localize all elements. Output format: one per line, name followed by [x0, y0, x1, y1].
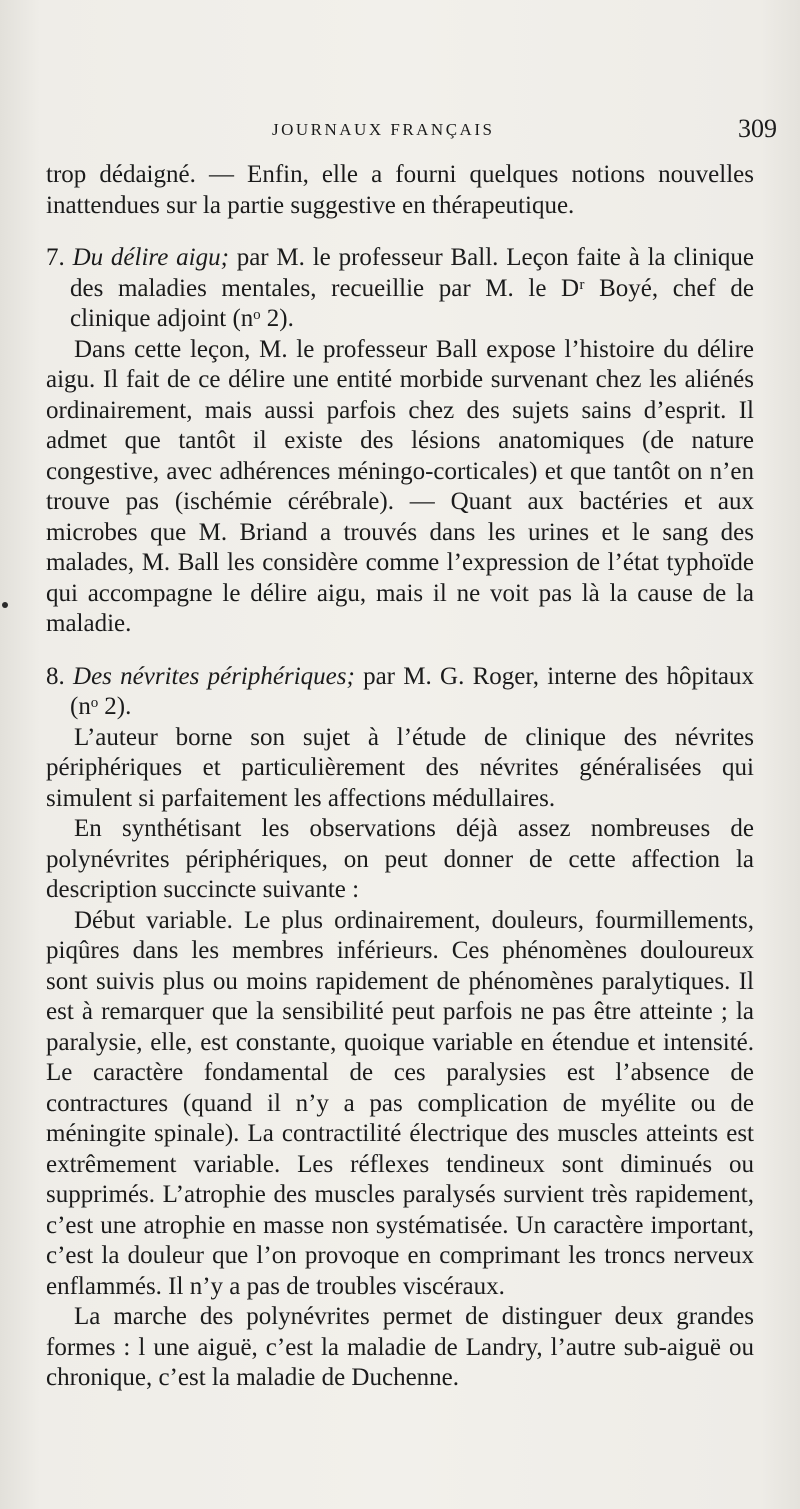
- paragraph: Dans cette leçon, M. le professeur Ball expose l’histoire du délire aigu. Il fait de ce délire une entité morbide survenant chez les aliénés ordinairement, mais aussi parfois chez des sujets sains d’esprit. Il admet que tantôt il existe des lésions anatomiques (de nature congestive, avec adhérences méningo-corticales) et que tantôt on n’en trouve pas (ischémie cérébrale). — Quant aux bactéries et aux microbes que M. Briand a trouvés dans les urines et le sang des malades, M. Ball les considère comme l’expression de l’état typhoïde qui accompagne le délire aigu, mais il ne voit pas là la cause de la maladie.: [46, 335, 754, 637]
- section-byline: par M. G. Roger, interne des hôpitaux (nᵒ 2).: [70, 662, 754, 720]
- paragraph: Début variable. Le plus ordinairement, douleurs, fourmillements, piqûres dans les membres inférieurs. Ces phénomènes douloureux sont suivis plus ou moins rapidement de phénomènes paralytiques. Il est à remarquer que la sensibilité peut parfois ne pas être atteinte ; la paralysie, elle, est constante, quoique variable en étendue et intensité. Le caractère fondamental de ces paralysies est l’absence de contractures (quand il n’y a pas complication de myélite ou de méningite spinale). La contractilité électrique des muscles atteints est extrêmement variable. Les réflexes tendineux sont diminués ou supprimés. L’atrophie des muscles paralysés survient très rapidement, c’est une atrophie en masse non systématisée. Un caractère important, c’est la douleur que l’on provoque en comprimant les troncs nerveux enflammés. Il n’y a pas de troubles viscéraux.: [46, 906, 754, 1300]
- page-header: [0, 112, 800, 152]
- section-heading-8: [46, 662, 754, 723]
- margin-dot: [2, 602, 8, 608]
- section-title: Des névrites périphériques;: [73, 662, 355, 690]
- section-number: 8.: [46, 662, 65, 690]
- text-body: [46, 160, 754, 1394]
- running-head: JOURNAUX FRANÇAIS: [272, 120, 495, 139]
- paragraph: La marche des polynévrites permet de distinguer deux grandes formes : l une aiguë, c’est la maladie de Landry, l’autre sub-aiguë ou chronique, c’est la maladie de Duchenne.: [46, 1303, 754, 1391]
- section-heading-7: [46, 243, 754, 335]
- paragraph-continuation: trop dédaigné. — Enfin, elle a fourni quelques notions nouvelles inattendues sur la partie suggestive en thérapeutique.: [46, 161, 754, 219]
- paragraph: L’auteur borne son sujet à l’étude de clinique des névrites périphériques et particulièrement des névrites généralisées qui simulent si parfaitement les affections médullaires.: [46, 723, 754, 812]
- section-title: Du délire aigu;: [72, 244, 229, 271]
- page-number: 309: [738, 114, 777, 143]
- section-byline: par M. le professeur Ball. Leçon faite à la clinique des maladies mentales, recueillie par M. le Dʳ Boyé, chef de clinique adjoint (nᵒ 2).: [70, 244, 754, 332]
- section-number: 7.: [46, 244, 65, 271]
- paragraph: En synthétisant les observations déjà assez nombreuses de polynévrites périphériques, on peut donner de cette affection la description succincte suivante :: [46, 815, 754, 903]
